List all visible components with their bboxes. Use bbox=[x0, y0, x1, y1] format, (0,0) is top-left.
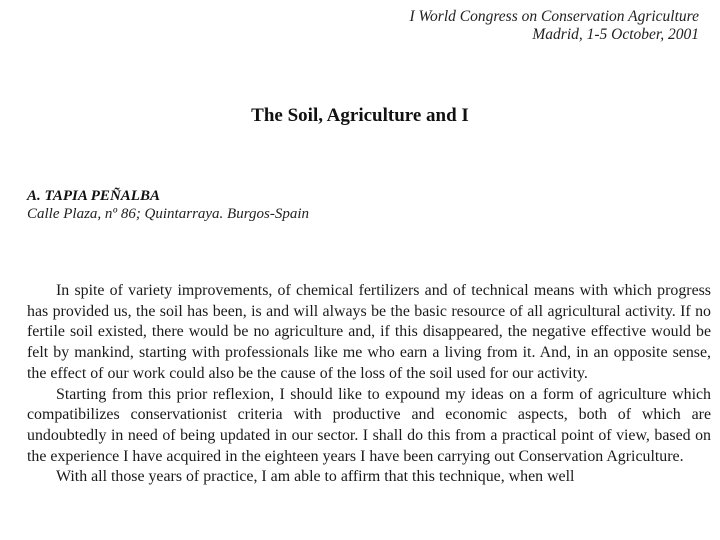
author-name: A. TAPIA PEÑALBA bbox=[27, 188, 160, 204]
paragraph-1: In spite of variety improvements, of chemical fertilizers and of technical means with which progress has provided us, the soil has been, is and will always be the basic resource of all agricultural activity. If no fertile soil existed, there would be no agriculture and, if this disappeared, the negative effective would be felt by mankind, starting with professionals like me who earn a living from it. And, in an opposite sense, the effect of our work could also be the cause of the loss of the soil used for our activity. bbox=[27, 282, 711, 382]
paragraph-2: Starting from this prior reflexion, I should like to expound my ideas on a form of agriculture which compatibilizes conservationist criteria with productive and economic aspects, both of which are undoubtedly in need of being updated in our sector. I shall do this from a practical point of view, based on the experience I have acquired in the eighteen years I have been carrying out Conservation Agriculture. bbox=[27, 385, 711, 465]
paper-title: The Soil, Agriculture and I bbox=[251, 105, 469, 126]
body-text bbox=[27, 281, 711, 488]
conference-place-date: Madrid, 1-5 October, 2001 bbox=[532, 26, 699, 43]
conference-name: I World Congress on Conservation Agriculture bbox=[409, 8, 699, 25]
conference-header bbox=[410, 8, 699, 44]
author-address: Calle Plaza, nº 86; Quintarraya. Burgos-Spain bbox=[27, 206, 310, 222]
paragraph-3: With all those years of practice, I am able to affirm that this technique, when well bbox=[56, 468, 575, 486]
